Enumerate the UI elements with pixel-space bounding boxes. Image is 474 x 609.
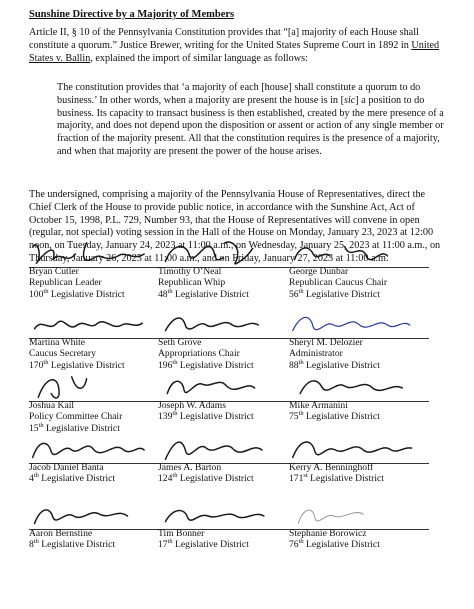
signatory-district: 88th Legislative District — [289, 358, 380, 371]
signatory-district: 15th Legislative District — [29, 421, 120, 434]
signatory-district: 100th Legislative District — [29, 287, 125, 300]
signature-block — [158, 236, 303, 300]
signatory-name: Timothy O’Neal — [158, 266, 222, 277]
signatory-name: Bryan Cutler — [29, 266, 79, 277]
signature-block — [158, 432, 303, 496]
signature-block — [289, 236, 434, 300]
quote-text-a: The constitution provides that ‘a majority of each [house] shall constitute a quorum to do business.’ In other words, when a majority are present the house is in [ — [57, 82, 421, 106]
signatory-district: 75th Legislative District — [289, 410, 380, 423]
signatory-name: Seth Grove — [158, 337, 202, 348]
signatory-district: 8th Legislative District — [29, 538, 116, 551]
signatory-name: Martina White — [29, 337, 86, 348]
signatory-name: Kerry A. Benninghoff — [289, 462, 374, 473]
signature-block — [29, 307, 174, 371]
signatory-district: 17th Legislative District — [158, 538, 249, 551]
directive-paragraph: The undersigned, comprising a majority of the Pennsylvania House of Representatives, direct the Chief Clerk of the House to provide public notice, in accordance with the Sunshine Act, Act of October 15, 1998, P.L. 729, Number 93, that the House of Representatives will convene in open (regular, not special) voting session in the Hall of the House on Monday, January 23, 2023 at 12:00 noon, on Tuesday, January 24, 2023 at 11:00 a.m., on Wednesday, January 25, 2023 at 11:00 a.m., on Thursday, January 26, 2023 at 11:00 a.m., and on Friday, January 27, 2023 at 11:00 a.m. — [29, 189, 441, 264]
signatory-district: 170th Legislative District — [29, 358, 125, 371]
signatory-name: Jacob Daniel Banta — [29, 462, 104, 473]
signatory-details — [289, 400, 380, 423]
signatory-title: Policy Committee Chair — [29, 411, 123, 423]
signature-stroke — [165, 511, 263, 522]
signature-stroke — [293, 442, 412, 457]
signature-stroke — [295, 247, 388, 260]
quote-sic: sic — [343, 94, 356, 106]
signatory-name: Tim Bonner — [158, 528, 205, 539]
signatory-name: Mike Armanini — [289, 400, 348, 411]
signatory-name: Joseph W. Adams — [158, 400, 226, 411]
signatory-title: Appropriations Chair — [158, 348, 240, 360]
signatory-name: Stephanie Borowicz — [289, 528, 367, 539]
signature-block — [289, 432, 434, 496]
signatory-details — [158, 337, 254, 371]
signature-stroke — [300, 381, 402, 394]
signatory-district: 56th Legislative District — [289, 287, 380, 300]
signature-stroke — [165, 242, 252, 264]
signature-stroke — [165, 318, 258, 331]
signatory-district: 171st Legislative District — [289, 472, 384, 485]
signatory-details — [29, 337, 125, 371]
signatory-title: Caucus Secretary — [29, 348, 96, 360]
signatory-details — [289, 337, 380, 371]
signatory-district: 139th Legislative District — [158, 410, 254, 423]
signatory-details — [29, 528, 115, 551]
signature-stroke — [165, 442, 262, 459]
signatory-details — [29, 266, 125, 300]
signatory-district: 196th Legislative District — [158, 358, 254, 371]
signature-block — [289, 498, 434, 562]
signatory-district: 48th Legislative District — [158, 287, 249, 300]
signature-block — [158, 498, 303, 562]
signatory-details — [158, 266, 249, 300]
signatory-details — [158, 400, 254, 423]
signatory-details — [289, 462, 384, 485]
signatory-district: 124th Legislative District — [158, 472, 254, 485]
quote-text-b: ] a position to do business. Its capacity to transact business is then established, created by the mere presence of a majority, and does not depend upon the disposition or assent or action of any single member or fraction of the majority present. All that the constitution requires is the presence of a majority, and when that majority are present the power of the house arises. — [57, 94, 444, 157]
signature-stroke — [33, 443, 144, 457]
signatory-details — [289, 266, 387, 300]
signatory-details — [289, 528, 380, 551]
signatory-title: Administrator — [289, 348, 343, 360]
signatory-title: Republican Caucus Chair — [289, 277, 388, 289]
signature-block — [289, 307, 434, 371]
signatory-name: George Dunbar — [289, 266, 349, 277]
signature-stroke — [35, 510, 128, 524]
signature-stroke — [293, 317, 410, 330]
signature-stroke — [33, 243, 144, 263]
signatory-name: Sheryl M. Delozier — [289, 337, 363, 348]
signature-stroke — [35, 321, 143, 329]
signatory-details — [158, 462, 254, 485]
signatory-details — [158, 528, 249, 551]
block-quote — [57, 82, 449, 159]
signatory-title: Republican Whip — [158, 277, 226, 289]
signature-block — [29, 236, 174, 300]
signature-block — [29, 370, 174, 434]
signature-stroke — [167, 381, 254, 393]
case-citation: United States v. Ballin — [29, 39, 440, 64]
signature-block — [289, 370, 434, 434]
intro-paragraph — [29, 27, 449, 65]
signatory-title: Republican Leader — [29, 277, 102, 289]
signatory-district: 4th Legislative District — [29, 472, 116, 485]
signatory-details — [29, 400, 122, 434]
signatory-details — [29, 462, 115, 485]
signature-block — [158, 307, 303, 371]
signature-block — [29, 498, 174, 562]
signatory-name: Joshua Kail — [29, 400, 75, 411]
signatory-name: Aaron Bernstine — [29, 528, 93, 539]
signature-block — [158, 370, 303, 434]
intro-text-2: , explained the import of similar language as follows: — [90, 52, 308, 64]
signature-block — [29, 432, 174, 496]
intro-text-1: Article II, § 10 of the Pennsylvania Constitution provides that “[a] majority of each House shall constitute a quorum.” Justice Brewer, writing for the United States Supreme Court in 1892 in — [29, 27, 419, 51]
signatory-district: 76th Legislative District — [289, 538, 380, 551]
signature-stroke — [38, 377, 86, 398]
document-title: Sunshine Directive by a Majority of Members — [29, 9, 235, 20]
signature-stroke — [298, 510, 363, 523]
signatory-name: James A. Barton — [158, 462, 222, 473]
